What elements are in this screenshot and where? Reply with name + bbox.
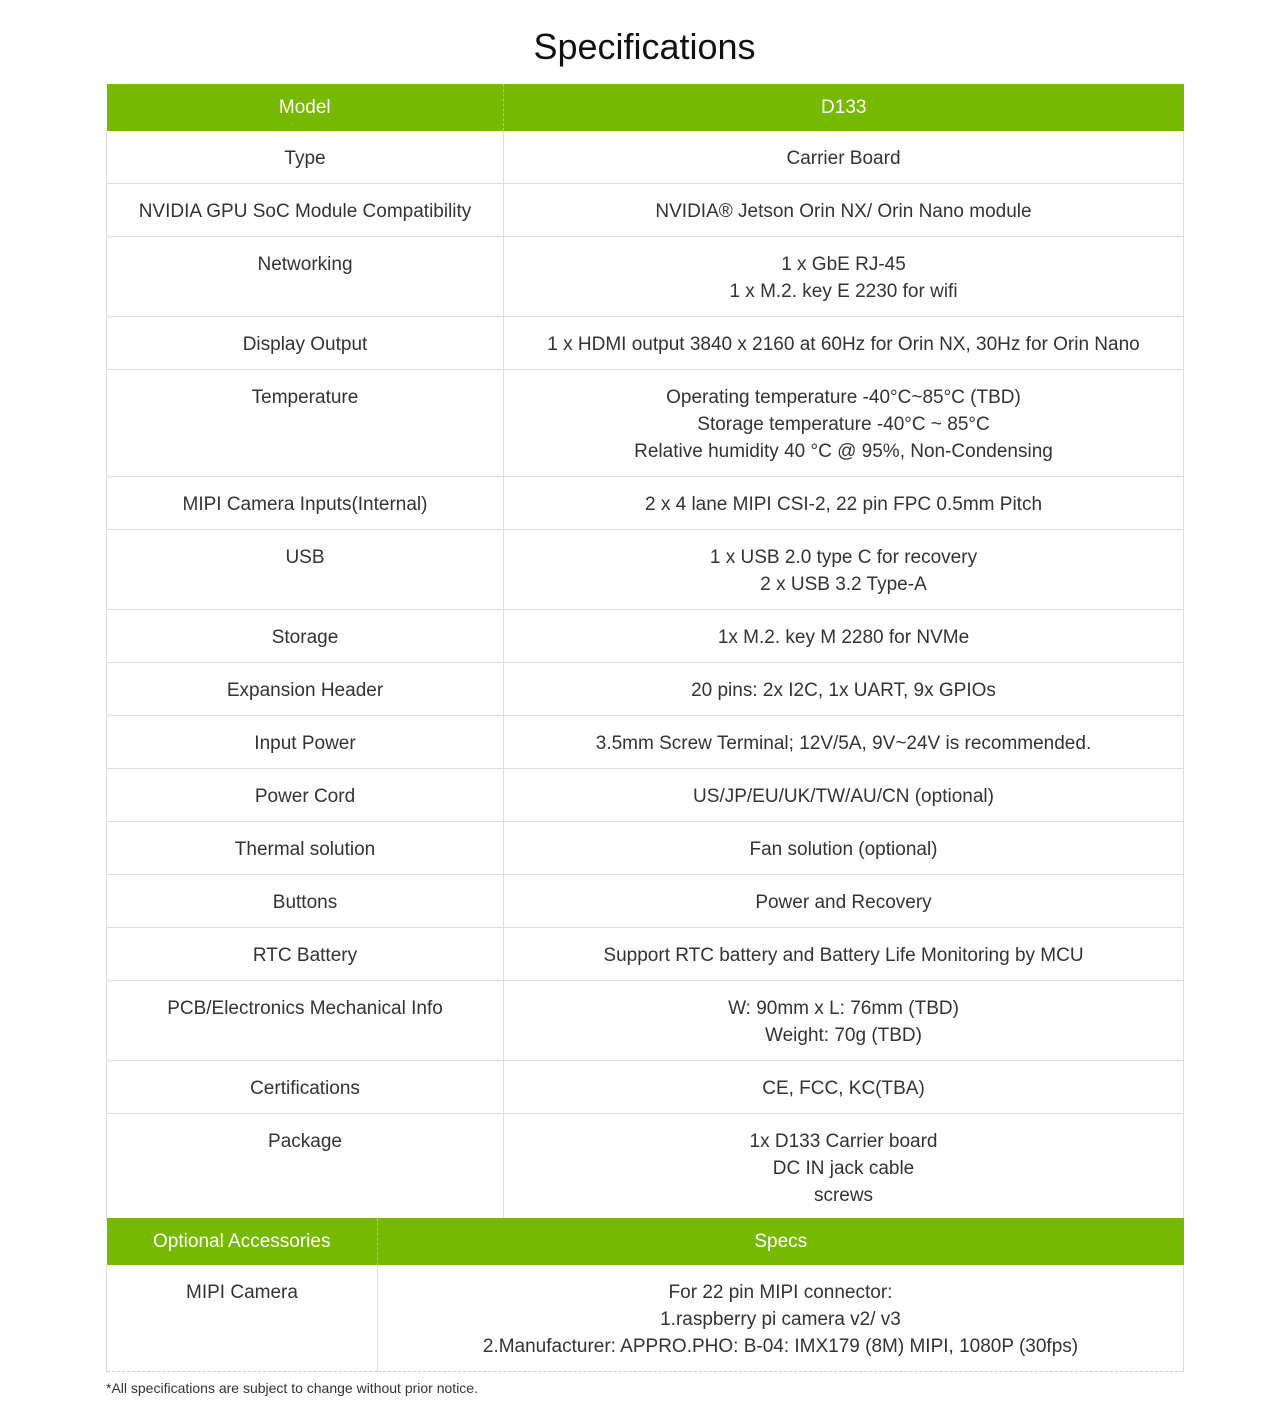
value-line: screws — [813, 1185, 874, 1206]
row-value — [504, 663, 1184, 716]
page-title: Specifications — [533, 26, 756, 67]
value-line: Fan solution (optional) — [749, 839, 938, 860]
row-label: Thermal solution — [107, 822, 504, 875]
row-label: Type — [107, 131, 504, 184]
row-label: Package — [107, 1114, 504, 1221]
table-row — [107, 317, 1184, 370]
table-row — [107, 1061, 1184, 1114]
value-line: 1x M.2. key M 2280 for NVMe — [717, 627, 970, 648]
value-line: 1.raspberry pi camera v2/ v3 — [660, 1309, 901, 1330]
row-label: PCB/Electronics Mechanical Info — [107, 981, 504, 1061]
row-value — [504, 530, 1184, 610]
row-value — [504, 610, 1184, 663]
row-label: Input Power — [107, 716, 504, 769]
value-line: Operating temperature -40°C~85°C (TBD) — [666, 387, 1021, 408]
table-row — [107, 822, 1184, 875]
value-line: Storage temperature -40°C ~ 85°C — [697, 414, 990, 435]
value-line: 1 x HDMI output 3840 x 2160 at 60Hz for Orin NX, 30Hz for Orin Nano — [547, 334, 1140, 355]
specifications-table — [106, 84, 1184, 1221]
value-line: For 22 pin MIPI connector: — [668, 1282, 893, 1303]
row-value — [504, 981, 1184, 1061]
table-row — [107, 237, 1184, 317]
row-value — [504, 477, 1184, 530]
row-value — [504, 875, 1184, 928]
row-value — [504, 237, 1184, 317]
row-value — [504, 1061, 1184, 1114]
value-line: 2 x 4 lane MIPI CSI-2, 22 pin FPC 0.5mm Pitch — [644, 494, 1043, 515]
table-row — [107, 875, 1184, 928]
table-row — [107, 610, 1184, 663]
value-line: Power and Recovery — [755, 892, 932, 913]
row-value — [378, 1265, 1184, 1372]
row-value — [504, 928, 1184, 981]
table-row — [107, 663, 1184, 716]
row-value — [504, 822, 1184, 875]
table-row — [107, 1265, 1184, 1372]
table-header-row — [107, 84, 1184, 131]
value-line: 1x D133 Carrier board — [749, 1131, 938, 1152]
row-label: NVIDIA GPU SoC Module Compatibility — [107, 184, 504, 237]
footnote: *All specifications are subject to change without prior notice. — [106, 1380, 478, 1396]
row-value — [504, 184, 1184, 237]
row-label: MIPI Camera Inputs(Internal) — [107, 477, 504, 530]
value-line: 1 x M.2. key E 2230 for wifi — [729, 281, 958, 302]
row-label: Storage — [107, 610, 504, 663]
table-row — [107, 477, 1184, 530]
row-label: MIPI Camera — [107, 1265, 378, 1372]
row-label: Display Output — [107, 317, 504, 370]
accessories-table — [106, 1218, 1184, 1372]
value-line: W: 90mm x L: 76mm (TBD) — [728, 998, 959, 1019]
value-line: DC IN jack cable — [772, 1158, 915, 1179]
row-label: Expansion Header — [107, 663, 504, 716]
table-row — [107, 928, 1184, 981]
table-row — [107, 981, 1184, 1061]
value-line: US/JP/EU/UK/TW/AU/CN (optional) — [693, 786, 994, 807]
value-line: Weight: 70g (TBD) — [765, 1025, 922, 1046]
row-value — [504, 716, 1184, 769]
row-label: Networking — [107, 237, 504, 317]
row-value — [504, 370, 1184, 477]
value-line: 3.5mm Screw Terminal; 12V/5A, 9V~24V is recommended. — [595, 733, 1092, 754]
row-value — [504, 317, 1184, 370]
row-label: Buttons — [107, 875, 504, 928]
column-header-specs: Specs — [378, 1218, 1184, 1265]
table-row — [107, 131, 1184, 184]
row-label: Certifications — [107, 1061, 504, 1114]
row-value — [504, 131, 1184, 184]
table-row — [107, 184, 1184, 237]
table-row — [107, 716, 1184, 769]
value-line: 2.Manufacturer: APPRO.PHO: B-04: IMX179 (8M) MIPI, 1080P (30fps) — [482, 1336, 1079, 1357]
value-line: 2 x USB 3.2 Type-A — [760, 574, 927, 595]
value-line: CE, FCC, KC(TBA) — [762, 1078, 925, 1099]
value-line: NVIDIA® Jetson Orin NX/ Orin Nano module — [655, 201, 1032, 222]
row-value — [504, 1114, 1184, 1221]
value-line: 1 x GbE RJ-45 — [781, 254, 906, 275]
value-line: 20 pins: 2x I2C, 1x UART, 9x GPIOs — [691, 680, 996, 701]
value-line: Relative humidity 40 °C @ 95%, Non-Condensing — [634, 441, 1053, 462]
value-line: 1 x USB 2.0 type C for recovery — [709, 547, 978, 568]
row-label: USB — [107, 530, 504, 610]
table-row — [107, 530, 1184, 610]
table-row — [107, 1114, 1184, 1221]
column-header-value: D133 — [504, 84, 1184, 131]
value-line: Carrier Board — [786, 148, 901, 169]
row-label: Power Cord — [107, 769, 504, 822]
row-label: RTC Battery — [107, 928, 504, 981]
table-row — [107, 370, 1184, 477]
column-header-accessory: Optional Accessories — [107, 1218, 378, 1265]
row-label: Temperature — [107, 370, 504, 477]
column-header-model: Model — [107, 84, 504, 131]
value-line: Support RTC battery and Battery Life Monitoring by MCU — [603, 945, 1084, 966]
table-header-row — [107, 1218, 1184, 1265]
row-value — [504, 769, 1184, 822]
table-row — [107, 769, 1184, 822]
